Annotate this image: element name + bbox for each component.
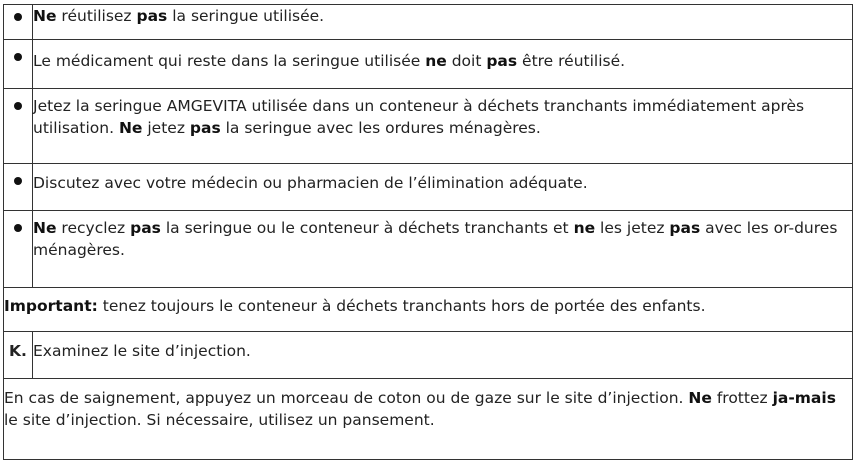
bullet-cell <box>4 40 33 89</box>
table-row <box>4 164 853 211</box>
text-run: réutilisez <box>56 7 137 25</box>
text-run: recyclez <box>56 219 131 237</box>
text-bold: pas <box>669 219 701 237</box>
table-row <box>4 40 853 89</box>
instruction-table <box>3 4 853 460</box>
text-bold: pas <box>486 52 518 70</box>
table-row <box>4 211 853 288</box>
text-bold: ne <box>573 219 596 237</box>
text-run: la seringue avec les ordures ménagères. <box>220 119 541 137</box>
text-run: frottez <box>711 389 773 407</box>
text-bold: Ne <box>33 7 57 25</box>
bullet-cell <box>4 164 33 211</box>
text-run: Discutez avec votre médecin ou pharmacien de l’élimination adéquate. <box>33 174 588 192</box>
text-run: avec les or-dures ménagères. <box>33 219 838 259</box>
text-run: Le médicament qui reste dans la seringue utilisée <box>33 52 426 70</box>
step-text: Examinez le site d’injection. <box>33 332 853 379</box>
text-run: En cas de saignement, appuyez un morceau de coton ou de gaze sur le site d’injection. <box>4 389 689 407</box>
important-text: tenez toujours le conteneur à déchets tranchants hors de portée des enfants. <box>97 297 706 315</box>
text-run: les jetez <box>595 219 670 237</box>
row-text <box>33 40 853 89</box>
step-letter: K. <box>4 332 33 379</box>
bleeding-note <box>4 379 853 460</box>
text-bold: pas <box>130 219 161 237</box>
text-bold: pas <box>136 7 168 25</box>
text-run: le site d’injection. Si nécessaire, utilisez un pansement. <box>4 411 435 429</box>
bullet-cell <box>4 5 33 40</box>
text-bold: ne <box>425 52 447 70</box>
text-run: la seringue ou le conteneur à déchets tranchants et <box>160 219 574 237</box>
text-run: Jetez la seringue AMGEVITA utilisée dans un conteneur à déchets tranchants immédiatement après utilisation. <box>33 97 805 137</box>
row-text <box>33 211 853 288</box>
text-bold: Ne <box>33 219 57 237</box>
text-run: doit <box>446 52 487 70</box>
table-row <box>4 379 853 460</box>
row-text <box>33 89 853 164</box>
table-row <box>4 332 853 379</box>
text-bold: pas <box>189 119 221 137</box>
bullet-icon <box>14 53 22 61</box>
table-row <box>4 89 853 164</box>
text-run: être réutilisé. <box>517 52 626 70</box>
row-text <box>33 164 853 211</box>
text-run: la seringue utilisée. <box>167 7 325 25</box>
text-run: jetez <box>142 119 190 137</box>
bullet-icon <box>14 102 22 110</box>
important-label: Important: <box>4 297 98 315</box>
important-note <box>4 288 853 332</box>
bullet-icon <box>14 13 22 21</box>
row-text <box>33 5 853 40</box>
table-row <box>4 5 853 40</box>
bullet-cell <box>4 211 33 288</box>
bullet-icon <box>14 224 22 232</box>
bullet-cell <box>4 89 33 164</box>
text-bold: Ne <box>688 389 712 407</box>
text-bold: ja-mais <box>772 389 836 407</box>
bullet-icon <box>14 177 22 185</box>
table-row <box>4 288 853 332</box>
text-bold: Ne <box>118 119 143 137</box>
